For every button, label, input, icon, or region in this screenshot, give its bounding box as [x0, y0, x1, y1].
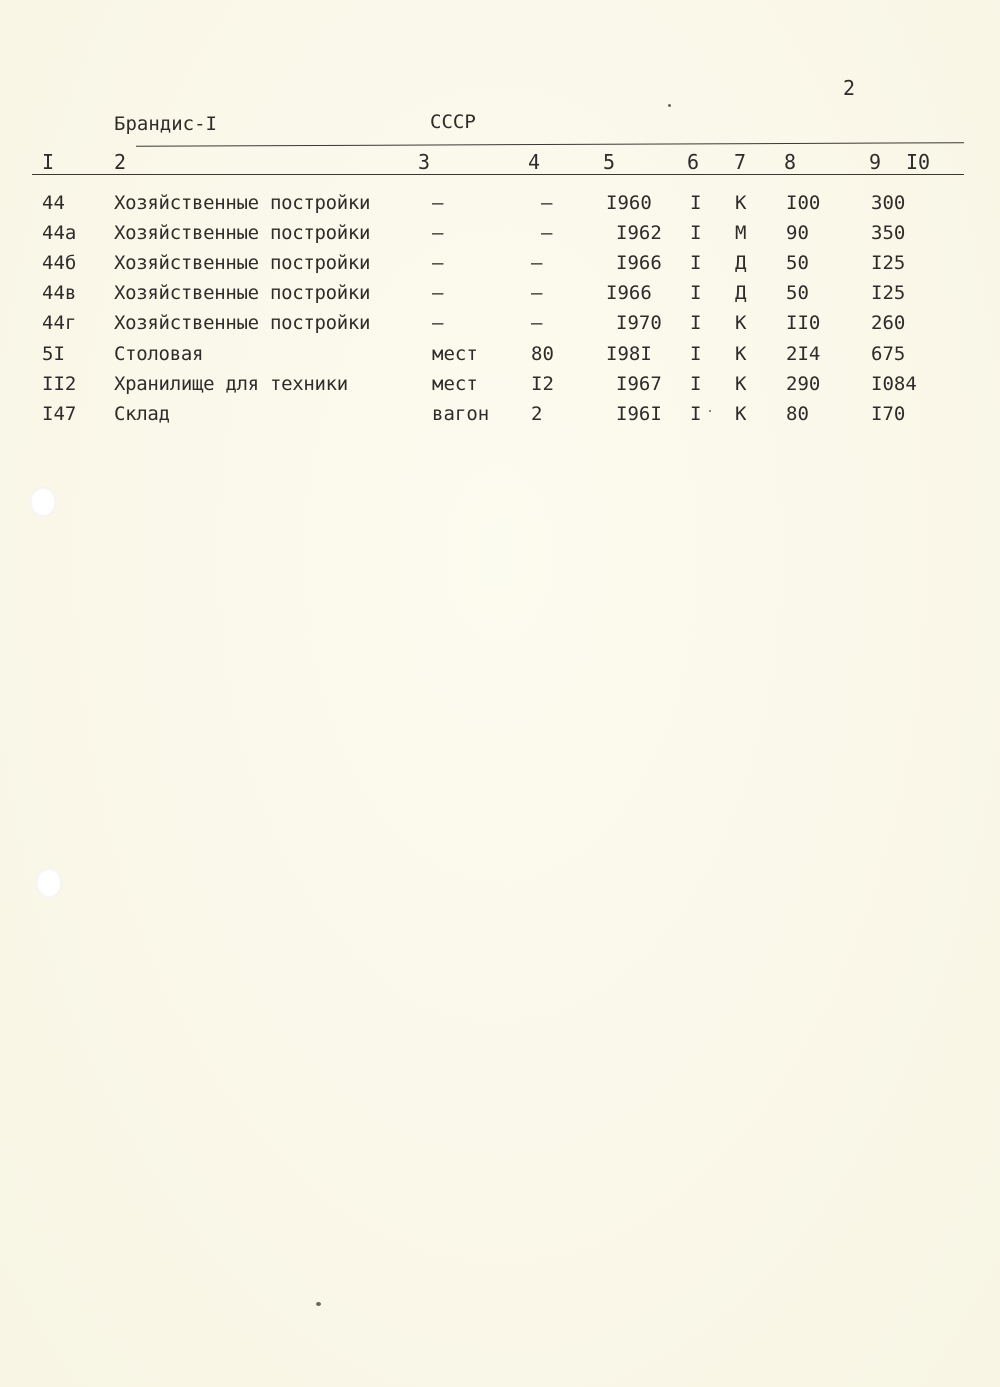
table-row [0, 252, 1000, 282]
table-row [0, 312, 1000, 342]
cost: I084 [871, 373, 917, 395]
area: I00 [786, 192, 821, 214]
building-name: Столовая [114, 343, 204, 365]
row-number: II2 [42, 373, 77, 395]
paper-speck [316, 1302, 321, 1306]
unit: – [432, 282, 444, 304]
building-name: Хозяйственные постройки [114, 282, 371, 304]
page-number: 2 [843, 76, 856, 100]
quantity: – [541, 222, 553, 244]
class: I [690, 282, 702, 304]
cost: I25 [871, 282, 906, 304]
year: I970 [616, 312, 662, 334]
column-header: 5 [603, 150, 616, 174]
unit: вагон [432, 403, 490, 425]
class: I [690, 343, 702, 365]
row-number: 44б [42, 252, 77, 274]
area: 50 [786, 252, 809, 274]
row-number: 44а [42, 222, 77, 244]
row-number: 5I [42, 343, 65, 365]
class: I [690, 403, 702, 425]
column-header: 9 [869, 150, 882, 174]
cost: I70 [871, 403, 906, 425]
class: I [690, 252, 702, 274]
unit: – [432, 252, 444, 274]
quantity: I2 [531, 373, 554, 395]
material: Д [735, 252, 747, 274]
building-name: Хозяйственные постройки [114, 192, 371, 214]
year: I960 [606, 192, 652, 214]
material: К [735, 373, 747, 395]
class: I [690, 192, 702, 214]
unit: – [432, 222, 444, 244]
quantity: 2 [531, 403, 543, 425]
paper-speck [668, 104, 671, 107]
year: I966 [616, 252, 662, 274]
material: К [735, 192, 747, 214]
quantity: – [531, 282, 543, 304]
country-heading: СССР [430, 111, 476, 133]
unit: – [432, 192, 444, 214]
building-name: Склад [114, 403, 170, 425]
year: I966 [606, 282, 652, 304]
header-bottom-rule [32, 174, 964, 175]
quantity: 80 [531, 343, 554, 365]
table-row [0, 282, 1000, 312]
punch-hole [36, 868, 62, 898]
paper-speck [709, 410, 711, 412]
year: I962 [616, 222, 662, 244]
material: К [735, 312, 747, 334]
column-header: I [42, 150, 55, 174]
building-name: Хозяйственные постройки [114, 312, 371, 334]
material: М [735, 222, 747, 244]
unit: – [432, 312, 444, 334]
document-heading: Брандис-I [114, 113, 217, 135]
table-row [0, 192, 1000, 222]
year: I967 [616, 373, 662, 395]
row-number: 44г [42, 312, 77, 334]
quantity: – [541, 192, 553, 214]
column-header: 7 [734, 150, 747, 174]
cost: 350 [871, 222, 906, 244]
year: I98I [606, 343, 652, 365]
area: 290 [786, 373, 821, 395]
area: 90 [786, 222, 809, 244]
table-row [0, 403, 1000, 433]
building-name: Хозяйственные постройки [114, 252, 371, 274]
row-number: 44 [42, 192, 65, 214]
material: К [735, 403, 747, 425]
material: Д [735, 282, 747, 304]
area: II0 [786, 312, 821, 334]
quantity: – [531, 312, 543, 334]
column-header: I0 [906, 150, 931, 174]
material: К [735, 343, 747, 365]
column-header: 6 [687, 150, 700, 174]
column-header: 4 [528, 150, 541, 174]
area: 80 [786, 403, 809, 425]
year: I96I [616, 403, 662, 425]
area: 50 [786, 282, 809, 304]
unit: мест [432, 373, 478, 395]
building-name: Хранилище для техники [114, 373, 348, 395]
table-row [0, 343, 1000, 373]
class: I [690, 373, 702, 395]
punch-hole [30, 487, 56, 517]
quantity: – [531, 252, 543, 274]
row-number: 44в [42, 282, 77, 304]
table-row [0, 222, 1000, 252]
building-name: Хозяйственные постройки [114, 222, 371, 244]
table-row [0, 373, 1000, 403]
cost: 675 [871, 343, 906, 365]
cost: I25 [871, 252, 906, 274]
area: 2I4 [786, 343, 821, 365]
column-header: 2 [114, 150, 127, 174]
cost: 300 [871, 192, 906, 214]
header-top-rule [136, 142, 964, 147]
class: I [690, 222, 702, 244]
class: I [690, 312, 702, 334]
unit: мест [432, 343, 478, 365]
column-header: 8 [784, 150, 797, 174]
cost: 260 [871, 312, 906, 334]
column-header: 3 [418, 150, 431, 174]
row-number: I47 [42, 403, 77, 425]
